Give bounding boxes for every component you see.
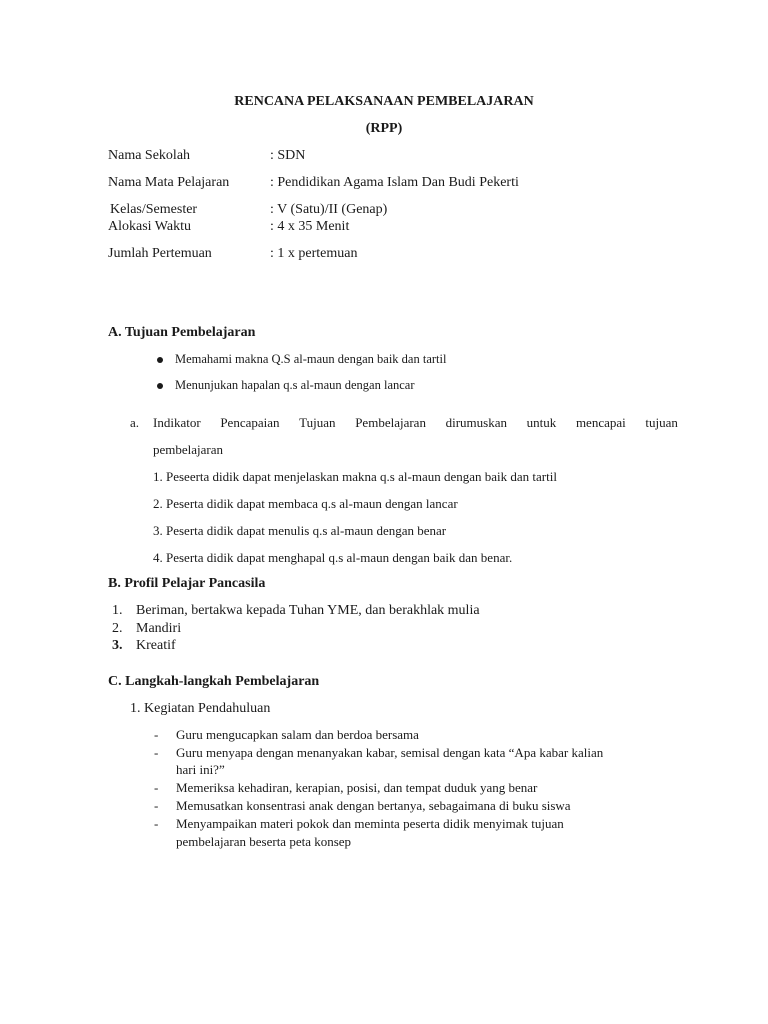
indicator-item: 4. Peserta didik dapat menghapal q.s al-maun dengan baik dan benar. [153,550,513,565]
info-value-subject: : Pendidikan Agama Islam Dan Budi Pekerti [270,175,519,190]
indicator-word: Pembelajaran [355,415,426,430]
profile-item: Beriman, bertakwa kepada Tuhan YME, dan berakhlak mulia [136,603,480,618]
dash-marker: - [154,780,159,795]
indicator-word: dirumuskan [445,415,507,430]
indicator-word: Indikator [153,415,201,430]
info-value-meetings: : 1 x pertemuan [270,246,358,261]
indicator-word: mencapai [575,415,626,430]
bullet-icon [157,383,163,389]
profile-num: 1. [112,603,123,618]
profile-item: Mandiri [136,621,182,636]
indicator-item: 2. Peserta didik dapat membaca q.s al-maun dengan lancar [153,496,458,511]
document-title: RENCANA PELAKSANAAN PEMBELAJARAN [234,94,534,109]
indicator-word: Tujuan [299,415,336,430]
dash-marker: - [154,727,159,742]
dash-marker: - [154,798,159,813]
indicator-marker: a. [130,415,140,430]
bullet-icon [157,357,163,363]
info-label-class: Kelas/Semester [110,202,198,217]
info-label-subject: Nama Mata Pelajaran [108,175,230,190]
indicator-intro-cont: pembelajaran [153,442,224,457]
info-label-meetings: Jumlah Pertemuan [108,246,212,261]
indicator-item: 1. Peseerta didik dapat menjelaskan makna q.s al-maun dengan baik dan tartil [153,469,557,484]
step-item: Memusatkan konsentrasi anak dengan bertanya, sebagaimana di buku siswa [176,798,571,813]
section-a-heading: A. Tujuan Pembelajaran [108,325,256,340]
dash-marker: - [154,745,159,760]
info-label-school: Nama Sekolah [108,148,191,163]
indicator-word: untuk [526,415,557,430]
objective-item: Menunjukan hapalan q.s al-maun dengan lancar [175,378,415,392]
profile-num: 2. [112,621,123,636]
document-subtitle: (RPP) [365,121,403,136]
info-value-time: : 4 x 35 Menit [270,219,350,234]
profile-num: 3. [112,638,123,653]
indicator-word: tujuan [645,415,678,430]
info-value-class: : V (Satu)/II (Genap) [270,202,388,217]
activity-subheading: 1. Kegiatan Pendahuluan [130,701,271,716]
step-item: Memeriksa kehadiran, kerapian, posisi, dan tempat duduk yang benar [176,780,538,795]
indicator-item: 3. Peserta didik dapat menulis q.s al-maun dengan benar [153,523,447,538]
step-item-cont: pembelajaran beserta peta konsep [176,834,352,849]
step-item: Guru menyapa dengan menanyakan kabar, semisal dengan kata “Apa kabar kalian [176,745,604,760]
step-item-cont: hari ini?” [176,762,225,777]
step-item: Guru mengucapkan salam dan berdoa bersama [176,727,419,742]
indicator-intro-line [153,415,678,431]
indicator-word: Pencapaian [220,415,280,430]
section-c-heading: C. Langkah-langkah Pembelajaran [108,674,320,689]
profile-item: Kreatif [136,638,176,653]
info-label-time: Alokasi Waktu [108,219,191,234]
info-value-school: : SDN [270,148,306,163]
section-b-heading: B. Profil Pelajar Pancasila [108,576,266,591]
step-item: Menyampaikan materi pokok dan meminta peserta didik menyimak tujuan [176,816,564,831]
dash-marker: - [154,816,159,831]
objective-item: Memahami makna Q.S al-maun dengan baik dan tartil [175,352,447,366]
